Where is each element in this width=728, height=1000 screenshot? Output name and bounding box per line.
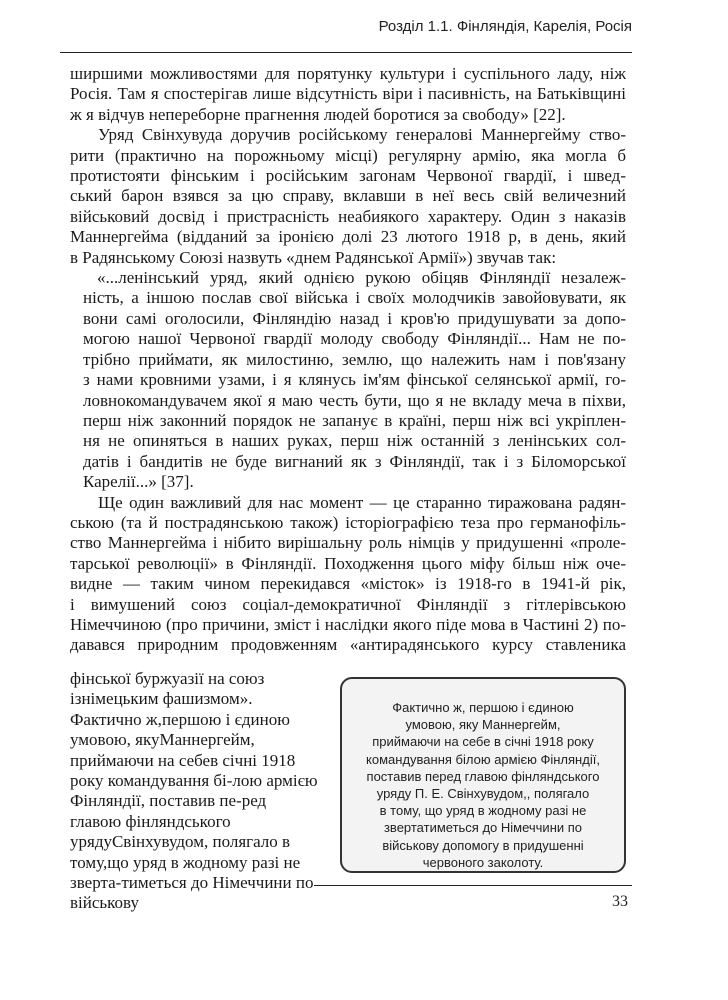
text-line: німецьким фашизмом». Фактично ж, — [70, 689, 253, 729]
text-line: Свінхувудом, полягало в тому, — [70, 832, 291, 872]
pull-quote-text — [354, 699, 612, 871]
running-head: Розділ 1.1. Фінляндія, Карелія, Росія — [378, 18, 632, 35]
text-line: ловнокомандувачем якої я маю честь бути, що я не вкладу меча в піхви, — [83, 390, 626, 410]
text-line: і вимушений союз соціал-демократичної Фінляндії з гітлерівською — [70, 594, 626, 614]
text-line: «...ленінський уряд, який однією рукою обіцяв Фінляндії незалеж- — [97, 268, 626, 288]
text-line: Фактично ж, першою і єдиною — [392, 700, 574, 715]
text-line: Маннергейм, приймаючи на себе — [70, 730, 255, 770]
text-line: що уряд в жодному разі не зверта- — [70, 852, 301, 893]
text-line: тарської революції» в Фінляндії. Походження цього міфу більш ніж оче- — [70, 553, 626, 573]
text-line: ня не опиняться в наших руках, перш ніж останній з ленінських сол- — [83, 431, 626, 451]
text-line: ською (та й пострадянською також) історіографією теза про германофіль- — [70, 512, 626, 532]
text-line: поставив перед главою фінляндського — [366, 768, 600, 784]
text-line: звертатиметься до Німеччини по — [383, 820, 583, 836]
text-line: командування білою армією Фінляндії, — [366, 751, 600, 767]
text-line: перш ніж законний порядок не запанує в країні, перш ніж всі укріплен- — [83, 410, 626, 430]
text-line: видне — таким чином перекидався «місток» із 1918-го в 1941-й рік, — [70, 574, 626, 594]
text-line: ський барон взявся за цю справу, вклавши в неї весь свій величезний — [70, 186, 626, 206]
footer-rule — [314, 885, 632, 886]
page-number: 33 — [612, 893, 628, 910]
text-line: ж я відчув непереборне прагнення людей боротися за свободу» [22]. — [70, 104, 566, 124]
text-line: ність, а іншою послав свої війська і своїх молодчиків завойовувати, як — [83, 288, 626, 308]
text-line: лою армією Фінляндії, поставив пе- — [70, 771, 318, 811]
text-line: ство Маннергейма і нібито вирішальну роль німців у придушенні «проле- — [70, 533, 626, 553]
text-line: рити (практично на порожньому місці) регулярну армію, яка могла б — [70, 145, 626, 165]
text-line: протистояти фінським і російським загонам Червоної гвардії, і швед- — [70, 166, 626, 186]
text-line: уряду П. Е. Свінхувудом,, полягало — [376, 786, 590, 802]
text-line: датів і бандитів не буде вигнаний як з Фінляндії, так і з Біломорської — [83, 451, 626, 471]
text-line: в Радянському Союзі назвуть «днем Радянської Армії») звучав так: — [70, 247, 557, 267]
header-rule — [60, 52, 632, 53]
paragraph-3 — [70, 493, 626, 656]
text-line: в січні 1918 року командування бі- — [70, 750, 296, 791]
paragraph-2 — [70, 125, 626, 268]
pull-quote-box — [340, 677, 626, 873]
quotation-block — [70, 268, 626, 492]
text-line: ред главою фінляндського уряду — [70, 791, 267, 852]
text-line: приймаючи на себе в січні 1918 року — [372, 734, 594, 750]
text-line: Маннергейма (відданий за іронією долі 23 лютого 1918 р, в день, який — [70, 227, 626, 247]
text-line: військову допомогу в придушенні — [382, 837, 584, 853]
text-line: фінської буржуазії на союз із — [70, 669, 265, 709]
text-line: тиметься до Німеччини по військову — [70, 873, 314, 913]
paragraph-1 — [70, 64, 626, 125]
main-text — [70, 64, 626, 656]
text-line: Ще один важливий для нас момент — це старанно тиражована радян- — [98, 492, 626, 512]
text-line: червоного заколоту. — [422, 854, 544, 870]
text-line: в тому, що уряд в жодному разі не — [379, 803, 587, 819]
text-line: Німеччиною (про причини, зміст і наслідки якого піде мова в Частині 2) по- — [70, 614, 626, 634]
text-line: Карелії...» [37]. — [83, 472, 194, 492]
paragraph-3-continuation — [70, 669, 320, 914]
text-line: Росія. Там я спостерігав лише відсутність віри і пасивність, на Батьківщині — [70, 84, 626, 104]
text-line: трібно приймати, як милостиню, землю, що належить нам і пов'язану — [83, 349, 626, 369]
text-line: військовий досвід і пристрасність неабиякого характеру. Один з наказів — [70, 206, 626, 226]
text-line: ширшими можливостями для порятунку культури і суспільного ладу, ніж — [70, 64, 626, 83]
text-line: першою і єдиною умовою, яку — [70, 709, 290, 750]
text-line: Уряд Свінхувуда доручив російському генералові Маннергейму ство- — [98, 125, 626, 145]
text-line: з нами кровними узами, і я клянусь ім'ям фінської селянської армії, го- — [83, 370, 626, 390]
text-line: давався природним продовженням «антирадянського курсу ставленика — [70, 635, 626, 655]
text-line: вони самі оголосили, Фінляндію назад і кров'ю придушувати за допо- — [83, 308, 626, 328]
text-line: умовою, яку Маннергейм, — [405, 717, 561, 733]
text-line: могою нашої Червоної гвардії молоду свободу Фінляндії... Нам не по- — [83, 329, 626, 349]
